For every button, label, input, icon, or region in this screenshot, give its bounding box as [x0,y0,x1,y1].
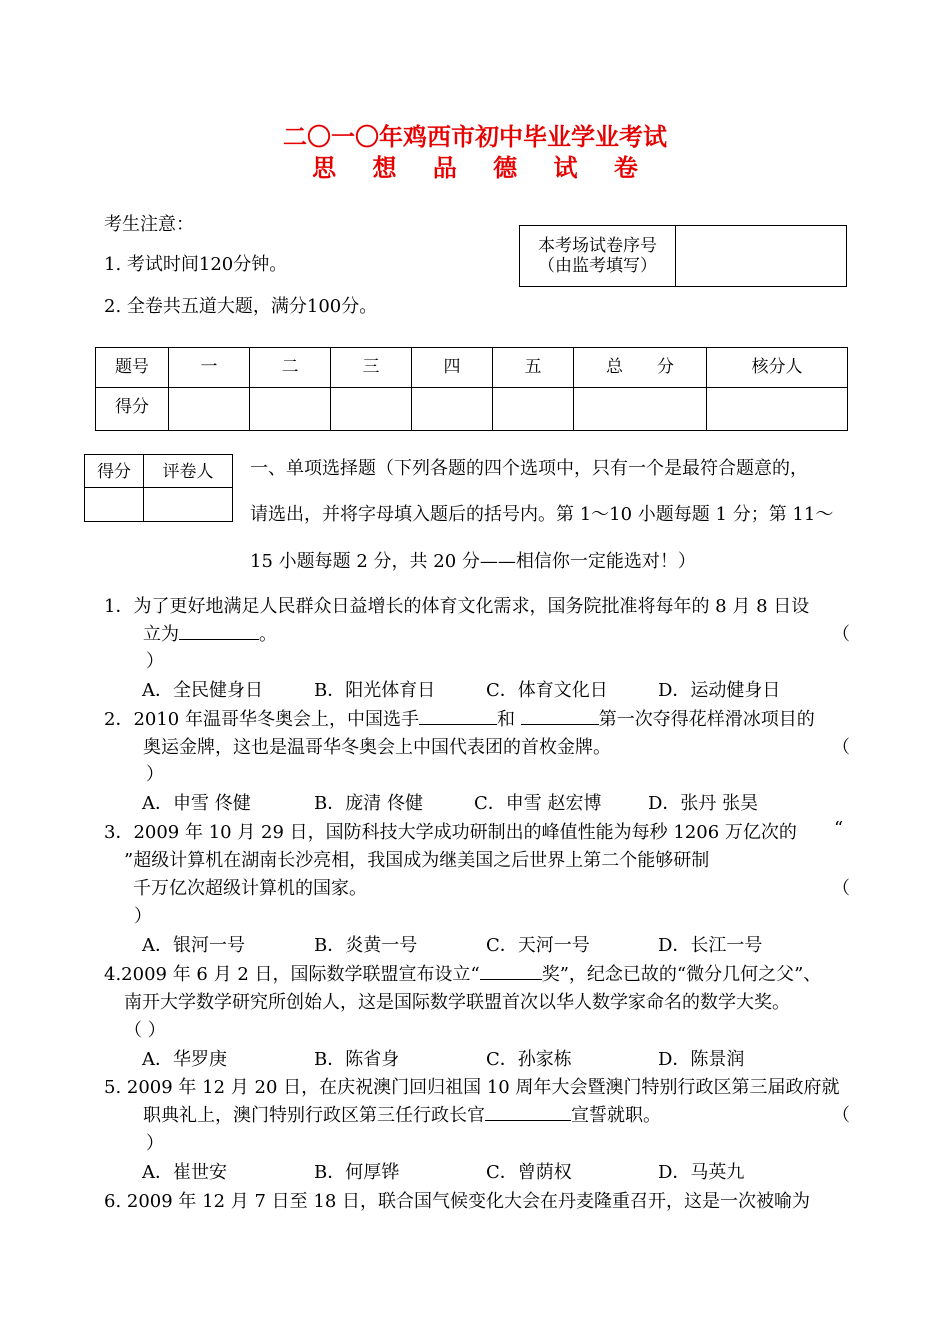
notice-item-1: 1. 考试时间120分钟。 [104,254,288,275]
option-a[interactable]: A．崔世安 [142,1162,227,1183]
option-a[interactable]: A．银河一号 [142,935,245,956]
grader-name-label: 评卷人 [144,455,233,488]
answer-paren-close: ） [146,1133,164,1154]
question-1-options [142,676,780,702]
option-c[interactable]: C．体育文化日 [486,680,608,701]
serial-number-box [519,225,847,287]
option-a[interactable]: A．全民健身日 [142,680,263,701]
section-1-instructions: 请选出，并将字母填入题后的括号内。第 1～10 小题每题 1 分；第 11～ [250,504,834,525]
option-d[interactable]: D．马英九 [658,1162,745,1183]
option-d[interactable]: D．运动健身日 [658,680,781,701]
option-c[interactable]: C．天河一号 [486,935,590,956]
score-header-cell: 题号 [96,348,169,388]
option-c[interactable]: C．申雪 赵宏博 [474,793,602,814]
option-d[interactable]: D．长江一号 [658,935,763,956]
question-3-text: ”超级计算机在湖南长沙亮相，我国成为继美国之后世界上第二个能够研制 [124,850,710,871]
score-header-cell: 核分人 [707,348,848,388]
section-1-instructions: 15 小题每题 2 分，共 20 分——相信你一定能选对！） [250,551,696,572]
answer-paren-close: ） [146,764,164,785]
option-b[interactable]: B．何厚铧 [314,1162,400,1183]
score-cell[interactable] [169,388,250,431]
option-a[interactable]: A．申雪 佟健 [142,793,251,814]
score-cell[interactable] [574,388,707,431]
option-c[interactable]: C．曾荫权 [486,1162,572,1183]
answer-blank [179,621,259,640]
answer-paren-open: （ [832,1105,850,1126]
score-header-cell: 二 [250,348,331,388]
score-cell[interactable] [331,388,412,431]
score-header-cell: 一 [169,348,250,388]
score-row-label: 得分 [96,388,169,431]
answer-paren-open: （ [832,878,850,899]
answer-paren-open: （ [832,624,850,645]
option-d[interactable]: D．陈景润 [658,1049,745,1070]
page-subtitle: 思 想 品 德 试 卷 [312,153,652,182]
question-3-options [142,931,762,957]
notice-item-2: 2. 全卷共五道大题，满分100分。 [104,296,378,317]
grader-name-cell[interactable] [144,488,233,522]
question-1-text: 1．为了更好地满足人民群众日益增长的体育文化需求，国务院批准将每年的 8 月 8 日设 [104,596,810,617]
question-3-text: 3．2009 年 10 月 29 日，国防科技大学成功研制出的峰值性能为每秒 1206 万亿次的 [104,822,797,843]
answer-blank [419,706,497,725]
page-title: 二〇一〇年鸡西市初中毕业学业考试 [283,122,667,151]
serial-number-field[interactable] [676,226,847,287]
score-cell[interactable] [250,388,331,431]
grader-score-label: 得分 [85,455,144,488]
answer-blank [480,961,542,980]
question-4-options [142,1045,744,1071]
option-d[interactable]: D．张丹 张昊 [648,793,759,814]
question-2-text: 2．2010 年温哥华冬奥会上，中国选手 和 第一次夺得花样滑冰项目的 [104,705,815,731]
option-c[interactable]: C．孙家栋 [486,1049,572,1070]
score-cell[interactable] [707,388,848,431]
serial-box-label: 本考场试卷序号 [538,236,657,256]
question-4-text: 南开大学数学研究所创始人，这是国际数学联盟首次以华人数学家命名的数学大奖。 [124,992,790,1013]
grader-box [84,454,233,522]
answer-paren-open: （ [832,737,850,758]
question-5-options [142,1158,744,1184]
score-cell[interactable] [493,388,574,431]
question-2-text: 奥运金牌，这也是温哥华冬奥会上中国代表团的首枚金牌。 [143,737,611,758]
question-3-text: 千万亿次超级计算机的国家。 [133,878,367,899]
option-b[interactable]: B．陈省身 [314,1049,400,1070]
question-6-text: 6. 2009 年 12 月 7 日至 18 日，联合国气候变化大会在丹麦隆重召开，这是一次被喻为 [104,1191,811,1212]
answer-blank [485,1102,571,1121]
score-header-cell: 五 [493,348,574,388]
serial-box-sublabel: （由监考填写） [538,256,657,276]
answer-paren-close: ） [146,651,164,672]
answer-paren-close: ） [134,906,152,927]
score-cell[interactable] [412,388,493,431]
score-header-cell: 四 [412,348,493,388]
score-header-cell: 总 分 [574,348,707,388]
question-5-text: 职典礼上，澳门特别行政区第三任行政长官 宣誓就职。 [143,1101,661,1127]
score-header-cell: 三 [331,348,412,388]
option-b[interactable]: B．炎黄一号 [314,935,418,956]
question-3-quote: “ [834,818,844,839]
option-b[interactable]: B．阳光体育日 [314,680,436,701]
answer-paren: （ ） [124,1020,166,1041]
question-1-text: 立为 。 [143,620,277,646]
score-table [95,347,848,431]
question-4-text: 4.2009 年 6 月 2 日，国际数学联盟宣布设立“ 奖”，纪念已故的“微分几何之父”、 [104,960,821,986]
notice-heading: 考生注意： [104,214,194,235]
section-1-heading: 一、单项选择题（下列各题的四个选项中，只有一个是最符合题意的， [250,458,808,479]
question-2-options [142,789,758,815]
grader-score-cell[interactable] [85,488,144,522]
option-a[interactable]: A．华罗庚 [142,1049,227,1070]
option-b[interactable]: B．庞清 佟健 [314,793,423,814]
question-5-text: 5. 2009 年 12 月 20 日，在庆祝澳门回归祖国 10 周年大会暨澳门特别行政区第三届政府就 [104,1077,840,1098]
answer-blank [521,706,599,725]
